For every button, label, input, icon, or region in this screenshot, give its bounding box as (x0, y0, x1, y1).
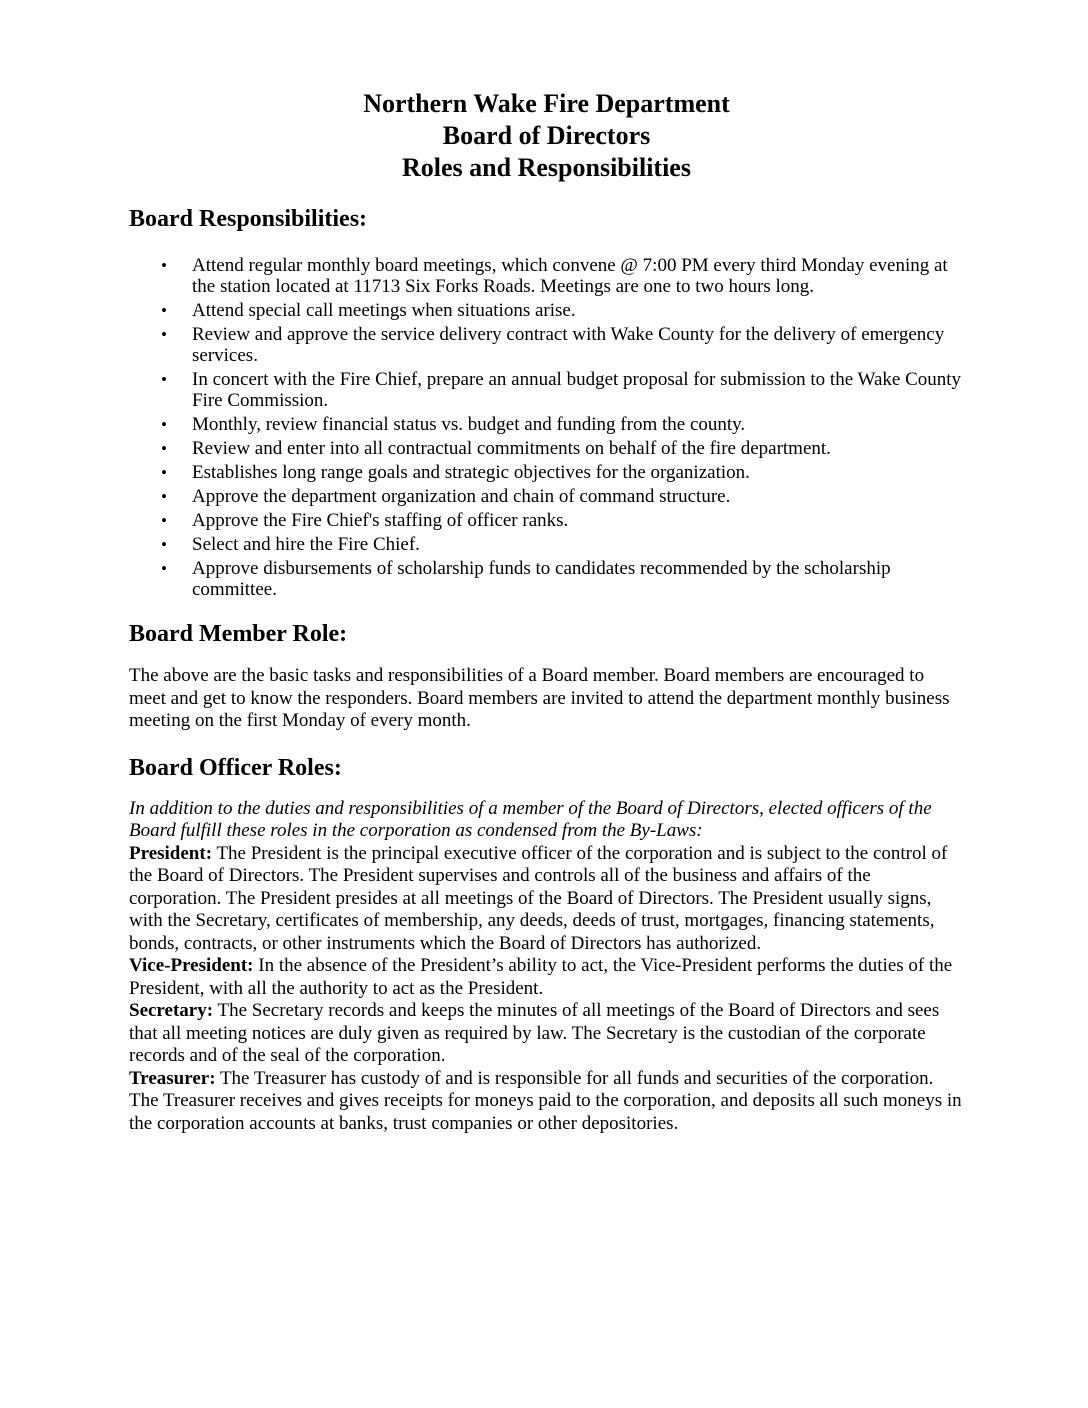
board-officer-roles-heading: Board Officer Roles: (129, 754, 342, 781)
title-line-board: Board of Directors (442, 121, 651, 150)
document-page (129, 86, 964, 1135)
bullet-icon: • (161, 535, 167, 554)
list-item (129, 534, 964, 555)
role-description: In the absence of the President’s ability to act, the Vice-President performs the duties of the President, with all the authority to act as the President. (129, 955, 953, 999)
role-secretary (129, 1000, 964, 1068)
list-item (129, 300, 964, 321)
role-title: Secretary: (129, 1000, 214, 1021)
bullet-icon: • (161, 487, 167, 506)
list-item-text: Attend regular monthly board meetings, which convene @ 7:00 PM every third Monday evening at the station located at 11713 Six Forks Roads. Meetings are one to two hours long. (192, 255, 948, 297)
role-president (129, 843, 964, 956)
bullet-icon: • (161, 370, 167, 389)
role-title: Vice-President: (129, 955, 254, 976)
list-item (129, 414, 964, 435)
board-member-role-heading: Board Member Role: (129, 621, 348, 647)
bullet-icon: • (161, 511, 167, 530)
list-item-text: Review and approve the service delivery contract with Wake County for the delivery of emergency services. (192, 324, 945, 366)
list-item (129, 462, 964, 483)
list-item-text: Approve disbursements of scholarship funds to candidates recommended by the scholarship committee. (192, 558, 891, 600)
list-item (129, 558, 964, 600)
list-item (129, 369, 964, 411)
list-item (129, 255, 964, 297)
list-item (129, 486, 964, 507)
list-item-text: Attend special call meetings when situations arise. (192, 300, 576, 321)
role-title: Treasurer: (129, 1067, 216, 1089)
bullet-icon: • (161, 256, 167, 275)
role-vice-president (129, 955, 964, 1000)
title-line-organization: Northern Wake Fire Department (363, 89, 730, 118)
list-item-text: Approve the Fire Chief's staffing of officer ranks. (192, 510, 569, 531)
bullet-icon: • (161, 559, 167, 578)
responsibilities-list (129, 255, 964, 600)
bullet-icon: • (161, 463, 167, 482)
list-item-text: Review and enter into all contractual commitments on behalf of the fire department. (192, 438, 831, 459)
title-line-subject: Roles and Responsibilities (402, 153, 691, 182)
bullet-icon: • (161, 325, 167, 344)
role-title: President: (129, 842, 213, 864)
list-item (129, 438, 964, 459)
list-item-text: Establishes long range goals and strategic objectives for the organization. (192, 462, 750, 483)
list-item (129, 324, 964, 366)
board-responsibilities-heading: Board Responsibilities: (129, 206, 368, 232)
list-item (129, 510, 964, 531)
officer-roles-intro: In addition to the duties and responsibilities of a member of the Board of Directors, elected officers of the Board fulfill these roles in the corporation as condensed from the By-Laws: (129, 797, 932, 841)
list-item-text: Select and hire the Fire Chief. (192, 534, 420, 555)
list-item-text: Approve the department organization and chain of command structure. (192, 486, 731, 507)
role-description: The President is the principal executive officer of the corporation and is subject to the control of the Board of Directors. The President supervises and controls all of the business and affairs of the corporation. The President presides at all meetings of the Board of Directors. The President usually signs, with the Secretary, certificates of membership, any deeds, deeds of trust, mortgages, financing statements, bonds, contracts, or other instruments which the Board of Directors has authorized. (129, 842, 948, 954)
list-item-text: Monthly, review financial status vs. budget and funding from the county. (192, 414, 746, 435)
bullet-icon: • (161, 415, 167, 434)
document-title (129, 86, 964, 184)
board-member-role-paragraph: The above are the basic tasks and responsibilities of a Board member. Board members are encouraged to meet and get to know the responders. Board members are invited to attend the department monthly business meeting on the first Monday of every month. (129, 665, 950, 731)
role-description: The Treasurer has custody of and is responsible for all funds and securities of the corporation. The Treasurer receives and gives receipts for moneys paid to the corporation, and deposits all such moneys in the corporation accounts at banks, trust companies or other depositories. (129, 1067, 962, 1134)
role-description: The Secretary records and keeps the minutes of all meetings of the Board of Directors and sees that all meeting notices are duly given as required by law. The Secretary is the custodian of the corporate records and of the seal of the corporation. (129, 1000, 940, 1066)
bullet-icon: • (161, 439, 167, 458)
bullet-icon: • (161, 301, 167, 320)
role-treasurer (129, 1068, 964, 1136)
list-item-text: In concert with the Fire Chief, prepare an annual budget proposal for submission to the Wake County Fire Commission. (192, 369, 962, 411)
